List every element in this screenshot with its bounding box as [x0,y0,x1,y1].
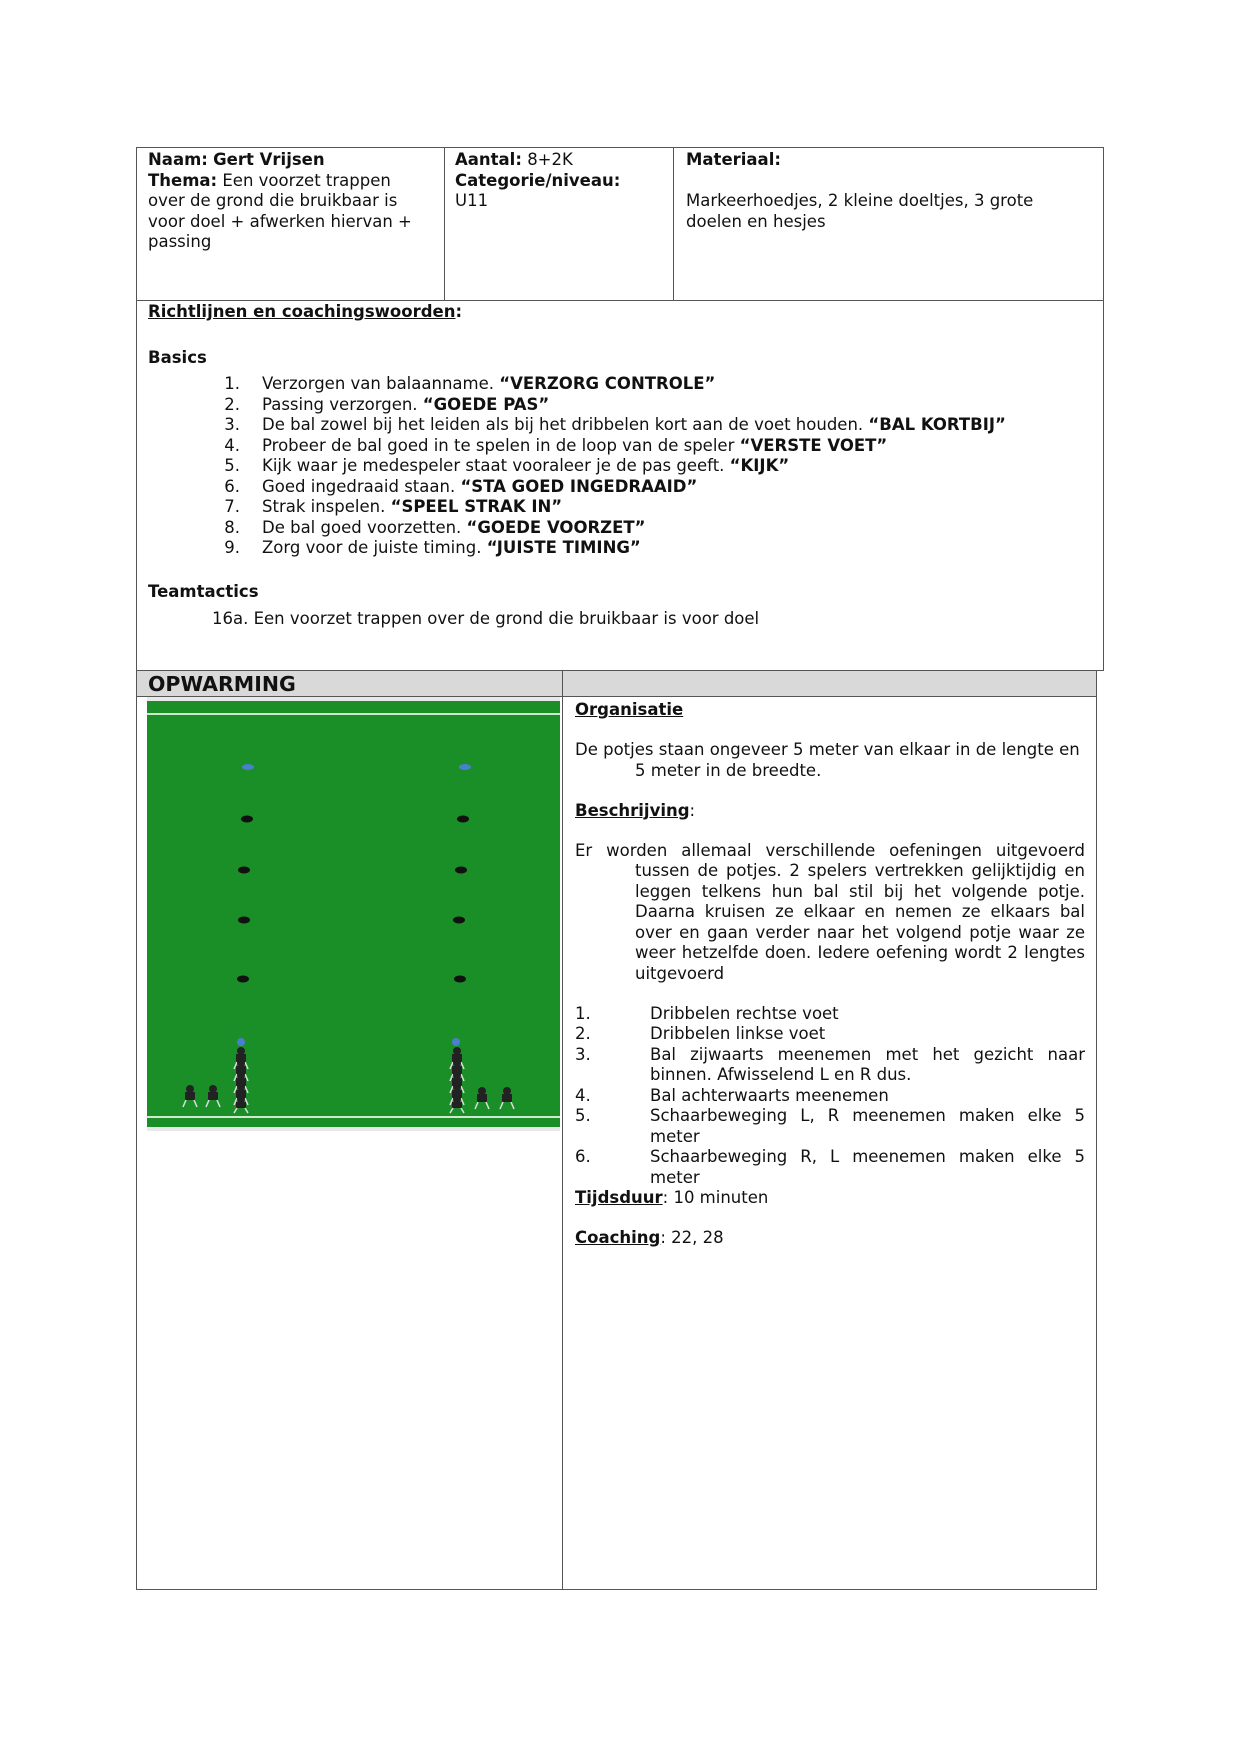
basics-item-number: 9. [224,538,240,557]
cone-icon [457,816,469,823]
beschrijving-text: Er worden allemaal verschillende oefeningen uitgevoerd tussen de potjes. 2 spelers vertrekken gelijktijdig en leggen telkens hun bal stil bij het volgende potje. Daarna kruisen ze elkaar en nemen ze elkaars bal over en gaan verder naar het volgend potje waar ze weer hetzelfde doen. Iedere oefening wordt 2 lengtes uitgevoerd [575,840,1085,983]
basics-item [210,518,1090,539]
cone-icon [241,816,253,823]
materiaal-label: Materiaal: [686,150,781,169]
basics-item-number: 1. [224,374,240,393]
basics-item-keyword: “VERSTE VOET” [739,435,888,455]
basics-item-keyword: “BAL KORTBIJ” [868,415,1006,434]
exercise-item-text: Schaarbeweging L, R meenemen maken elke 5 meter [650,1106,1085,1146]
basics-item-text: Strak inspelen. [262,497,391,516]
warmup-title: OPWARMING [148,672,296,696]
aantal-value: 8+2K [527,150,573,169]
guidelines-title [148,302,462,323]
cone-icon [454,976,466,983]
warmup-header-right [563,671,1096,696]
basics-item-text: Kijk waar je medespeler staat vooraleer je de pas geeft. [262,456,730,475]
aantal-line [455,150,665,171]
beschrijving-title: Beschrijving [575,800,690,820]
basics-item [210,415,1090,436]
basics-item [210,497,1090,518]
exercise-item-number: 4. [575,1085,591,1105]
basics-item-keyword: “KIJK” [729,456,790,475]
basics-item [210,436,1090,457]
exercise-item [575,1024,1085,1045]
exercise-item-number: 5. [575,1106,591,1125]
thema-label: Thema: [148,170,218,190]
exercise-item [575,1045,1085,1086]
basics-list [210,374,1090,559]
guidelines-title-colon: : [455,302,463,321]
basics-item-number: 6. [224,476,240,496]
basics-item [210,538,1090,559]
basics-item-keyword: “GOEDE PAS” [422,394,550,414]
field-background [147,697,560,1131]
beschrijving-colon: : [689,800,696,820]
categorie-label: Categorie/niveau: [455,170,621,190]
basics-item [210,374,1090,395]
ball-icon [452,1038,460,1046]
basics-item-text: De bal zowel bij het leiden als bij het dribbelen kort aan de voet houden. [262,415,869,434]
basics-item-text: Zorg voor de juiste timing. [262,538,487,557]
cone-icon [238,917,250,924]
basics-item-number: 7. [224,497,240,516]
tijdsduur-label: Tijdsduur [575,1188,663,1207]
field-bottom-border [147,1127,560,1131]
exercise-item-number: 6. [575,1147,591,1166]
field-top-border [147,697,560,701]
materiaal-cell [686,150,1086,232]
guidelines-title-text: Richtlijnen en coachingswoorden [148,302,456,321]
exercise-item-text: Dribbelen rechtse voet [650,1003,839,1023]
basics-item-text: Probeer de bal goed in te spelen in de loop van de speler [262,435,740,455]
coaching-value: : 22, 28 [660,1228,724,1247]
exercise-item-text: Schaarbeweging R, L meenemen maken elke 5 meter [650,1147,1085,1187]
tijdsduur-line [575,1188,1085,1209]
naam-thema-cell [148,150,436,253]
categorie-value: U11 [455,191,489,210]
field-diagram [147,697,560,1131]
cone-icon [242,764,254,770]
cone-icon [455,867,467,874]
basics-item-text: Passing verzorgen. [262,394,423,414]
materiaal-value: Markeerhoedjes, 2 kleine doeltjes, 3 grote doelen en hesjes [686,191,1034,231]
basics-item-keyword: “SPEEL STRAK IN” [390,497,563,516]
exercise-item-text: Bal achterwaarts meenemen [650,1085,889,1105]
exercise-item [575,1086,1085,1107]
basics-item-number: 3. [224,415,240,434]
header-divider-2 [673,147,674,301]
exercise-item-text: Dribbelen linkse voet [650,1024,826,1043]
header-divider-1 [444,147,445,301]
basics-item-text: Verzorgen van balaanname. [262,374,500,393]
exercise-list [575,1004,1085,1189]
basics-item-keyword: “JUISTE TIMING” [486,538,641,557]
ball-icon [237,1038,245,1046]
basics-item-keyword: “VERZORG CONTROLE” [499,374,716,393]
basics-item-text: Goed ingedraaid staan. [262,476,461,496]
warmup-column-divider [562,670,563,1590]
teamtactics-item: 16a. Een voorzet trappen over de grond die bruikbaar is voor doel [212,609,760,628]
basics-item-number: 5. [224,456,240,475]
exercise-item-number: 2. [575,1024,591,1043]
beschrijving-heading [575,801,1085,822]
exercise-item-number: 1. [575,1003,591,1023]
coaching-label: Coaching [575,1228,661,1247]
naam-label: Naam: [148,150,208,169]
cone-icon [459,764,471,770]
basics-item-keyword: “GOEDE VOORZET” [466,517,646,537]
basics-item-text: De bal goed voorzetten. [262,517,467,537]
warmup-description [575,700,1085,1249]
thema-value: Een voorzet trappen over de grond die bruikbaar is voor doel + afwerken hiervan + passing [148,170,412,251]
basics-item [210,456,1090,477]
basics-item-number: 4. [224,435,240,455]
basics-item-number: 8. [224,517,240,537]
exercise-item [575,1147,1085,1188]
teamtactics-title: Teamtactics [148,582,259,601]
cone-icon [453,917,465,924]
tijdsduur-value: : 10 minuten [662,1188,769,1207]
basics-item-number: 2. [224,394,240,414]
aantal-categorie-cell [455,150,665,212]
basics-item [210,395,1090,416]
basics-title: Basics [148,348,207,367]
cone-icon [237,976,249,983]
exercise-item-text: Bal zijwaarts meenemen met het gezicht naar binnen. Afwisselend L en R dus. [650,1044,1085,1084]
aantal-label: Aantal: [455,150,522,169]
coaching-line [575,1228,1085,1249]
exercise-item [575,1106,1085,1147]
organisatie-text: De potjes staan ongeveer 5 meter van elkaar in de lengte en 5 meter in de breedte. [575,740,1080,780]
naam-line [148,150,436,171]
naam-value: Gert Vrijsen [213,150,325,169]
exercise-item [575,1004,1085,1025]
basics-item-keyword: “STA GOED INGEDRAAID” [460,476,698,496]
organisatie-title: Organisatie [575,700,684,719]
basics-item [210,477,1090,498]
thema-line [148,171,436,253]
exercise-item-number: 3. [575,1044,591,1064]
cone-icon [238,867,250,874]
